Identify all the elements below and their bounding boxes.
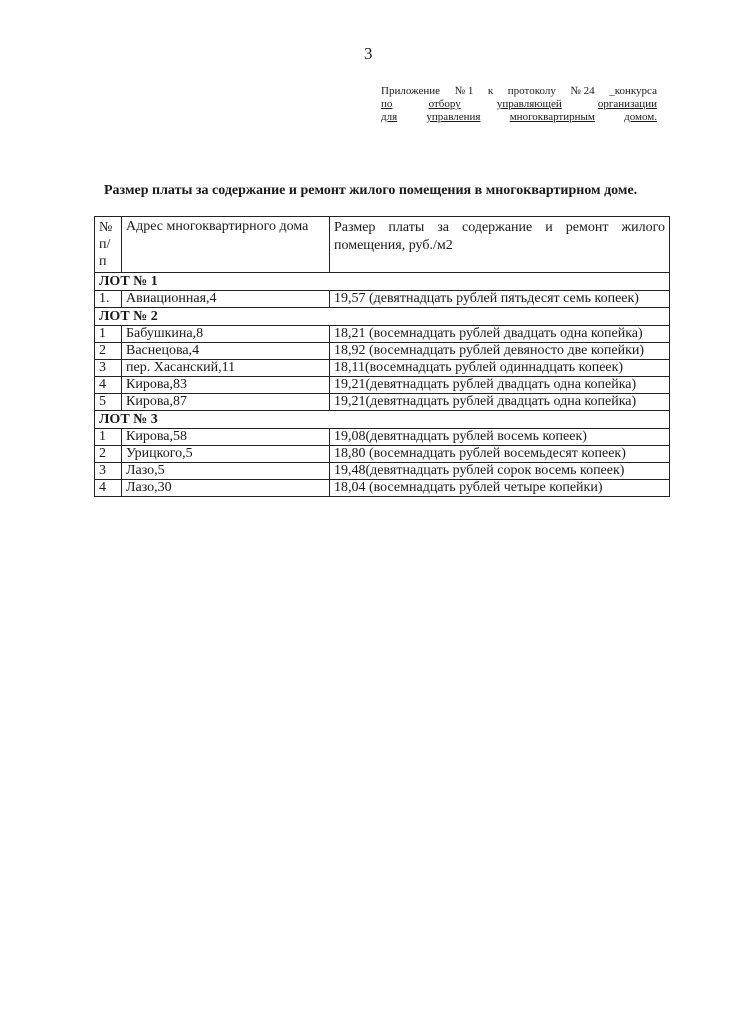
appendix-line-3: [381, 111, 657, 124]
row-fee: 19,57 (девятнадцать рублей пятьдесят семь копеек): [330, 291, 670, 308]
row-fee: 19,21(девятнадцать рублей двадцать одна копейка): [330, 394, 670, 411]
table-row: [95, 360, 670, 377]
fee-table: [94, 216, 670, 497]
table-row: [95, 326, 670, 343]
header-fee: Размер платы за содержание и ремонт жилого помещения, руб./м2: [330, 217, 670, 273]
row-num: 1.: [95, 291, 122, 308]
row-address: Васнецова,4: [122, 343, 330, 360]
appendix-line-1: [381, 85, 657, 98]
appendix-word: отбору: [428, 98, 461, 110]
table-row: [95, 480, 670, 497]
row-num: 3: [95, 360, 122, 377]
appendix-word: _конкурса: [609, 85, 657, 97]
table-row: [95, 291, 670, 308]
appendix-word: к: [487, 85, 494, 97]
table-row: [95, 446, 670, 463]
row-num: 5: [95, 394, 122, 411]
row-address: Кирова,83: [122, 377, 330, 394]
row-num: 1: [95, 429, 122, 446]
row-fee: 18,04 (восемнадцать рублей четыре копейки): [330, 480, 670, 497]
appendix-word: многоквартирным: [509, 111, 595, 123]
table-row: [95, 429, 670, 446]
appendix-word: управляющей: [496, 98, 562, 110]
appendix-line-2: [381, 98, 657, 111]
row-address: Кирова,58: [122, 429, 330, 446]
table-row: [95, 343, 670, 360]
lot-label: ЛОТ № 3: [95, 411, 670, 429]
appendix-note: [381, 85, 657, 124]
row-num: 2: [95, 446, 122, 463]
table-header-row: [95, 217, 670, 273]
row-num: 3: [95, 463, 122, 480]
row-address: пер. Хасанский,11: [122, 360, 330, 377]
header-address: Адрес многоквартирного дома: [122, 217, 330, 273]
lot-row: [95, 308, 670, 326]
appendix-word: для: [381, 111, 398, 123]
lot-row: [95, 411, 670, 429]
row-fee: 18,80 (восемнадцать рублей восемьдесят копеек): [330, 446, 670, 463]
row-num: 1: [95, 326, 122, 343]
row-fee: 19,08(девятнадцать рублей восемь копеек): [330, 429, 670, 446]
appendix-word: протоколу: [507, 85, 556, 97]
row-address: Кирова,87: [122, 394, 330, 411]
row-fee: 18,21 (восемнадцать рублей двадцать одна копейка): [330, 326, 670, 343]
row-fee: 18,11(восемнадцать рублей одиннадцать копеек): [330, 360, 670, 377]
row-fee: 18,92 (восемнадцать рублей девяносто две копейки): [330, 343, 670, 360]
row-address: Бабушкина,8: [122, 326, 330, 343]
appendix-word: управления: [426, 111, 481, 123]
table-row: [95, 463, 670, 480]
appendix-word: организации: [597, 98, 657, 110]
header-num: № п/ п: [95, 217, 122, 273]
document-title: Размер платы за содержание и ремонт жилого помещения в многоквартирном доме.: [104, 183, 638, 198]
appendix-word: № 24: [570, 85, 595, 97]
table-row: [95, 394, 670, 411]
row-num: 4: [95, 480, 122, 497]
row-address: Лазо,30: [122, 480, 330, 497]
lot-label: ЛОТ № 2: [95, 308, 670, 326]
appendix-word: домом.: [624, 111, 657, 123]
page-number: 3: [364, 44, 373, 63]
row-fee: 19,21(девятнадцать рублей двадцать одна копейка): [330, 377, 670, 394]
appendix-word: № 1: [454, 85, 474, 97]
lot-row: [95, 273, 670, 291]
table-row: [95, 377, 670, 394]
table-body: [95, 273, 670, 497]
row-fee: 19,48(девятнадцать рублей сорок восемь копеек): [330, 463, 670, 480]
row-num: 2: [95, 343, 122, 360]
row-address: Авиационная,4: [122, 291, 330, 308]
lot-label: ЛОТ № 1: [95, 273, 670, 291]
row-address: Урицкого,5: [122, 446, 330, 463]
appendix-word: Приложение: [381, 85, 441, 97]
row-num: 4: [95, 377, 122, 394]
appendix-word: по: [381, 98, 393, 110]
row-address: Лазо,5: [122, 463, 330, 480]
